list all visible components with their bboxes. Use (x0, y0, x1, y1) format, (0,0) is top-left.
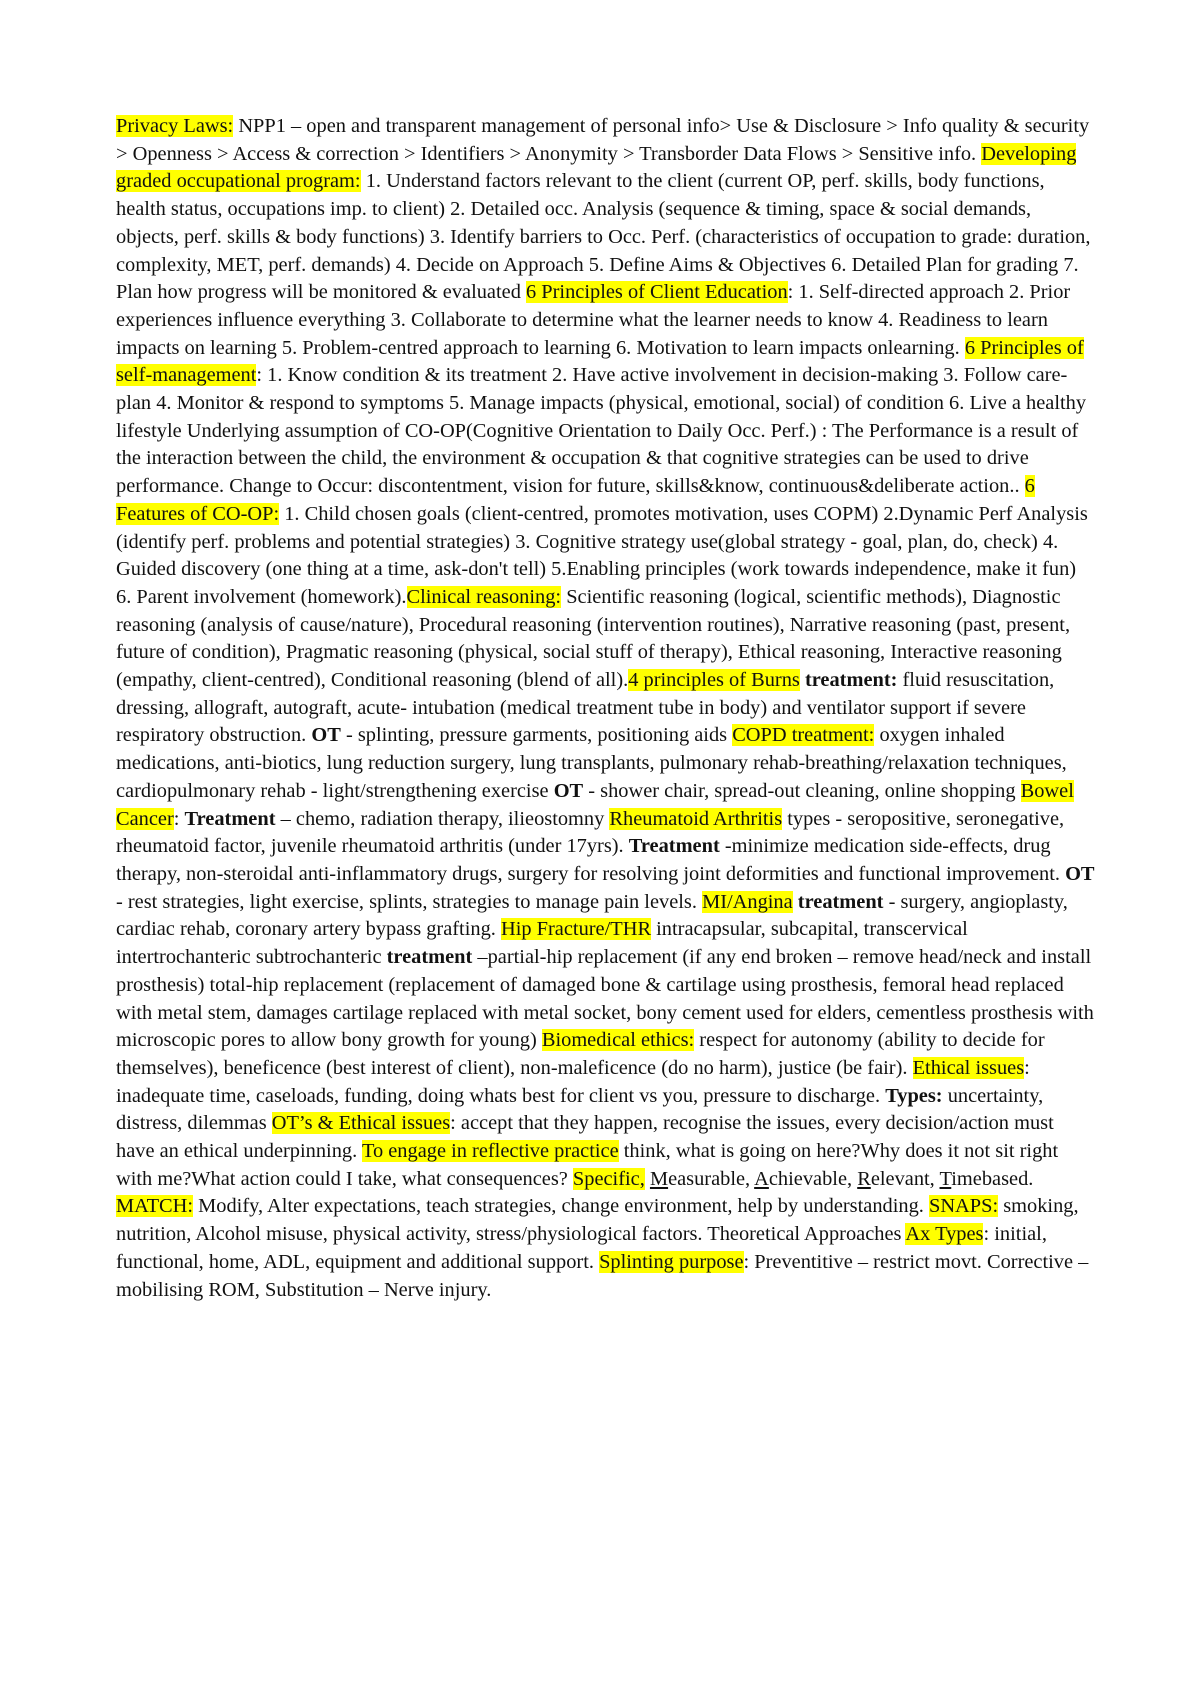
heading-reflective-practice: To engage in reflective practice (361, 1140, 619, 1163)
text-education: : 1. Self-directed approach 2. Prior experiences influence everything 3. Collaborate to determine what the learner needs to know 4. Readiness to learn impacts on learning 5. Problem-centred approach to learning 6. Motivation to learn impacts onlearning. (116, 281, 1071, 359)
text-bowel-b: – chemo, radiation therapy, ilieostomny (275, 807, 610, 830)
text-hip-b: –partial-hip replacement (if any end broken – remove head/neck and install prosthesis) total-hip replacement (replacement of damaged bone & cartilage using prosthesis, femoral head replaced with metal stem, damages cartilage replaced with metal socket, bony cement used for elders, cementless prosthesis with microscopic pores to allow bony growth for young) (116, 946, 1094, 1052)
text-smart-r: elevant, (870, 1167, 940, 1190)
bold-types: Types: (885, 1084, 943, 1107)
text-burns-a: fluid resuscitation, dressing, allograft, autograft, acute- intubation (medical treatment tube in body) and ventilator support if severe respiratory obstruction. (116, 669, 1055, 747)
text-snaps: smoking, nutrition, Alcohol misuse, physical activity, stress/physiological factors. Theoretical Approaches (116, 1195, 1079, 1246)
bold-ra-treatment: Treatment (628, 835, 720, 858)
notes-paragraph (116, 113, 1096, 1304)
text-ethical-a: : inadequate time, caseloads, funding, doing whats best for client vs you, pressure to discharge. (116, 1056, 1030, 1107)
text-splinting: : Preventitive – restrict movt. Corrective – mobilising ROM, Substitution – Nerve injury. (116, 1250, 1089, 1301)
text-smart-a: chievable, (768, 1167, 858, 1190)
text-reflective: think, what is going on here?Why does it not sit right with me?What action could I take, what consequences? (116, 1140, 1059, 1190)
heading-mi-angina: MI/Angina (702, 890, 793, 913)
text-ots: : accept that they happen, recognise the issues, every decision/action must have an ethical underpinning. (116, 1112, 1054, 1163)
bold-mi-treatment: treatment (797, 890, 884, 913)
text-burns-b: - splinting, pressure garments, positioning aids (340, 724, 733, 747)
heading-ots-ethical-issues: OT’s & Ethical issues (271, 1112, 451, 1135)
document-page (116, 113, 1096, 1304)
text-clinical: Scientific reasoning (logical, scientific methods), Diagnostic reasoning (analysis of cause/nature), Procedural reasoning (intervention routines), Narrative reasoning (past, present, future of condition), Pragmatic reasoning (physical, social stuff of therapy), Ethical reasoning, Interactive reasoning (empathy, client-centred), Conditional reasoning (blend of all). (116, 585, 1071, 692)
heading-rheumatoid-arthritis: Rheumatoid Arthritis (609, 807, 783, 830)
text-copd-b: - shower chair, spread-out cleaning, online shopping (583, 779, 1021, 802)
text-mi: - surgery, angioplasty, cardiac rehab, coronary artery bypass grafting. (116, 890, 1068, 941)
heading-ax-types: Ax Types (905, 1223, 984, 1246)
bold-burns-treatment: treatment: (804, 669, 898, 692)
heading-privacy-laws: Privacy Laws: (116, 115, 234, 137)
heading-graded-program: Developing graded occupational program: (116, 142, 1077, 193)
bold-ra-ot: OT (1065, 862, 1095, 885)
bold-bowel-treatment: Treatment (184, 807, 276, 830)
text-bowel-a: : (173, 807, 185, 830)
heading-client-education: 6 Principles of Client Education (526, 281, 788, 304)
heading-biomedical-ethics: Biomedical ethics: (541, 1029, 695, 1052)
heading-clinical-reasoning: Clinical reasoning: (406, 585, 562, 608)
heading-copd: COPD treatment: (732, 724, 875, 747)
heading-snaps: SNAPS: (928, 1195, 999, 1218)
heading-co-op: 6 Features of CO-OP: (116, 475, 1035, 525)
text-privacy: NPP1 – open and transparent management of personal info> Use & Disclosure > Info quality & security > Openness > Access & correction > Identifiers > Anonymity > Transborder Data Flows > Sensitive info. (116, 115, 1090, 165)
text-ra-a: types - seropositive, seronegative, rheumatoid factor, juvenile rheumatoid arthritis (under 17yrs). (116, 807, 1065, 858)
heading-burns: 4 principles of Burns (628, 669, 800, 692)
heading-specific: Specific, (572, 1167, 645, 1190)
heading-self-management: 6 Principles of self-management (116, 336, 1084, 387)
smart-m: M (649, 1167, 669, 1190)
bold-copd-ot: OT (553, 779, 584, 802)
text-copd-a: oxygen inhaled medications, anti-biotics, lung reduction surgery, lung transplants, pulmonary rehab-breathing/relaxation techniques, cardiopulmonary rehab - light/strengthening exercise (116, 724, 1067, 802)
text-hip-a: intracapsular, subcapital, transcervical intertrochanteric subtrochanteric (116, 918, 968, 969)
heading-match: MATCH: (116, 1195, 194, 1218)
heading-ethical-issues: Ethical issues (912, 1056, 1025, 1079)
bold-burns-ot: OT (311, 724, 341, 747)
text-match: Modify, Alter expectations, teach strategies, change environment, help by understanding. (193, 1195, 929, 1218)
text-ethical-b: uncertainty, distress, dilemmas (116, 1084, 1044, 1135)
smart-t: T (939, 1167, 952, 1190)
text-smart-m: easurable, (668, 1167, 755, 1190)
text-ax: : initial, functional, home, ADL, equipment and additional support. (116, 1223, 1047, 1273)
text-ra-b: -minimize medication side-effects, drug therapy, non-steroidal anti-inflammatory drugs, surgery for resolving joint deformities and functional improvement. (116, 835, 1066, 885)
heading-splinting-purpose: Splinting purpose (599, 1250, 744, 1273)
text-graded: 1. Understand factors relevant to the client (current OP, perf. skills, body functions, health status, occupations imp. to client) 2. Detailed occ. Analysis (sequence & timing, space & social demands, objects, perf. skills & body functions) 3. Identify barriers to Occ. Perf. (characteristics of occupation to grade: duration, complexity, MET, perf. demands) 4. Decide on Approach 5. Define Aims & Objectives 6. Detailed Plan for grading 7. Plan how progress will be monitored & evaluated (116, 170, 1091, 304)
bold-hip-treatment: treatment (386, 946, 473, 969)
text-biomed: respect for autonomy (ability to decide for themselves), beneficence (best interest of client), non-maleficence (do no harm), justice (be fair). (116, 1029, 1045, 1079)
text-self-management: : 1. Know condition & its treatment 2. Have active involvement in decision-making 3. Follow care-plan 4. Monitor & respond to symptoms 5. Manage impacts (physical, emotional, social) of condition 6. Live a healthy lifestyle Underlying assumption of CO-OP(Cognitive Orientation to Daily Occ. Perf.) : The Performance is a result of the interaction between the child, the environment & occupation & that cognitive strategies can be used to drive performance. Change to Occur: discontentment, vision for future, skills&know, continuous&deliberate action.. (116, 364, 1087, 498)
text-co-op: 1. Child chosen goals (client-centred, promotes motivation, uses COPM) 2.Dynamic Perf Analysis (identify perf. problems and potential strategies) 3. Cognitive strategy use(global strategy - goal, plan, do, check) 4. Guided discovery (one thing at a time, ask-don't tell) 5.Enabling principles (work towards independence, make it fun) 6. Parent involvement (homework). (116, 502, 1088, 608)
heading-bowel-cancer: Bowel Cancer (116, 779, 1074, 830)
smart-r: R (857, 1167, 871, 1190)
text-smart-t: imebased. (951, 1167, 1034, 1190)
heading-hip-fracture: Hip Fracture/THR (500, 918, 652, 941)
smart-a: A (754, 1167, 769, 1190)
text-ra-c: - rest strategies, light exercise, splints, strategies to manage pain levels. (116, 890, 703, 913)
